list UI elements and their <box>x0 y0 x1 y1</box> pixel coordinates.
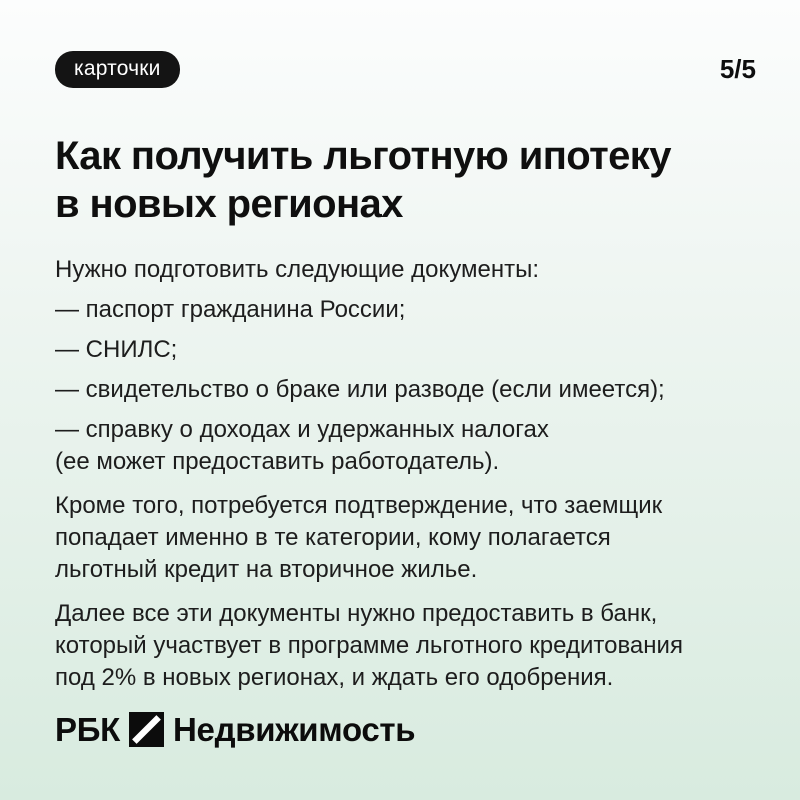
doc-list-item: — свидетельство о браке или разводе (если имеется); <box>55 376 665 403</box>
card-body <box>55 254 756 694</box>
paragraph-line: попадает именно в те категории, кому полагается <box>55 524 611 551</box>
intro-text: Нужно подготовить следующие документы: <box>55 256 540 283</box>
rbc-section-text: Недвижимость <box>172 711 416 748</box>
page-title-line-1: Как получить льготную ипотеку <box>55 134 671 178</box>
category-badge: карточки <box>55 51 180 88</box>
rbc-logo-icon <box>129 712 164 747</box>
doc-list-item-continuation: (ее может предоставить работодатель). <box>55 448 500 475</box>
doc-list-item: — СНИЛС; <box>55 336 178 363</box>
card-header <box>55 52 756 86</box>
doc-list-item: — паспорт гражданина России; <box>55 296 406 323</box>
publisher-logo <box>55 712 415 747</box>
paragraph-line: который участвует в программе льготного кредитования <box>55 632 683 659</box>
paragraph-line: Кроме того, потребуется подтверждение, что заемщик <box>55 492 663 519</box>
doc-list-item: — справку о доходах и удержанных налогах <box>55 416 549 443</box>
paragraph-line: под 2% в новых регионах, и ждать его одобрения. <box>55 664 614 691</box>
paragraph-line: Далее все эти документы нужно предоставить в банк, <box>55 600 658 627</box>
page-title-line-2: в новых регионах <box>55 182 403 226</box>
rbc-brand-text: РБК <box>55 711 120 748</box>
page-counter: 5/5 <box>719 53 756 84</box>
page-title <box>55 132 756 228</box>
paragraph-line: льготный кредит на вторичное жилье. <box>55 556 478 583</box>
